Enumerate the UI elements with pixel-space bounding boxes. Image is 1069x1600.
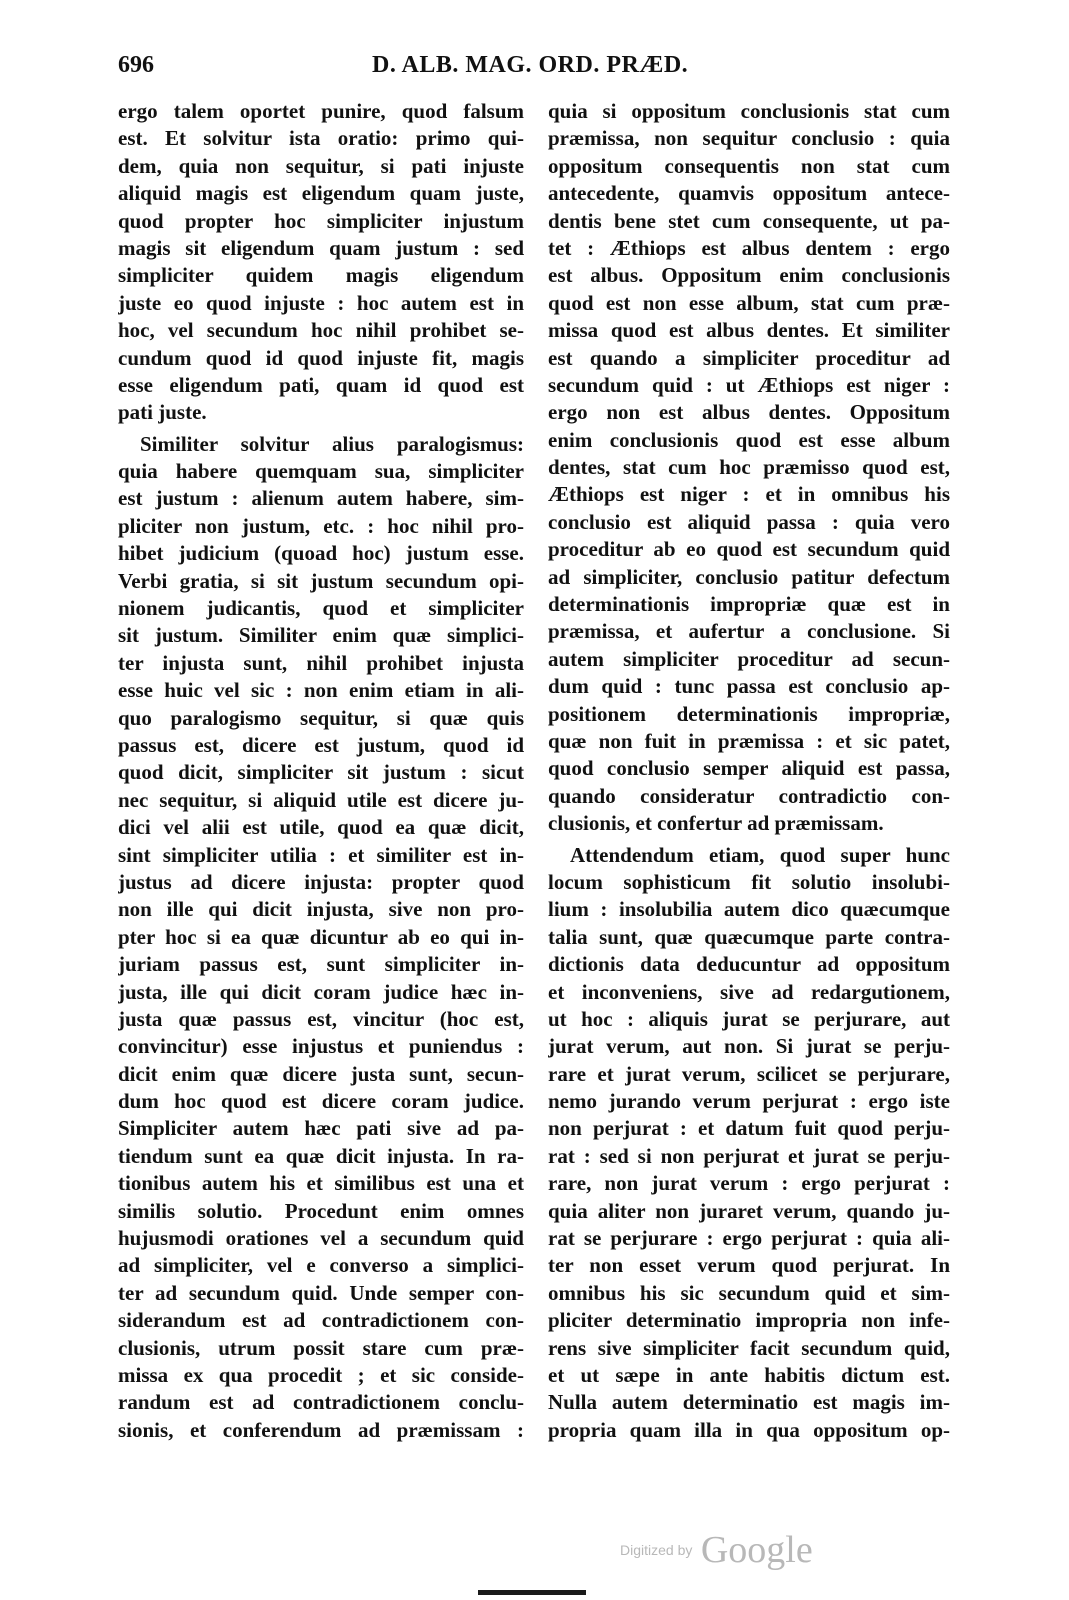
text-line: juriam passus est, sunt simpliciter in- xyxy=(118,952,524,977)
text-line: tionibus autem his et similibus est una et xyxy=(118,1171,524,1196)
text-line: hoc, vel secundum hoc nihil prohibet se- xyxy=(118,318,524,343)
text-line: rat : sed si non perjurat et jurat se perju- xyxy=(548,1143,950,1168)
text-line: quo paralogismo sequitur, si quæ quis xyxy=(118,705,524,730)
text-line: ter non esset verum quod perjurat. In xyxy=(548,1253,950,1278)
text-line: rens sive simpliciter facit secundum quid, xyxy=(548,1335,950,1360)
left-text-column xyxy=(118,98,524,1444)
text-line: secundum quid : ut Æthiops est niger : xyxy=(548,372,950,397)
text-line: pter hoc si ea quæ dicuntur ab eo qui in- xyxy=(118,924,524,949)
text-line: cundum quod id quod injuste fit, magis xyxy=(118,345,524,370)
text-line: justa quæ passus est, vincitur (hoc est, xyxy=(118,1006,524,1031)
text-line: ut hoc : aliquis jurat se perjurare, aut xyxy=(548,1006,950,1031)
text-line: tet : Æthiops est albus dentem : ergo xyxy=(548,235,950,260)
text-line: Attendendum etiam, quod super hunc xyxy=(570,842,950,867)
page-number: 696 xyxy=(118,52,154,78)
text-line: enim conclusionis quod est esse album xyxy=(548,427,950,452)
digitized-watermark xyxy=(620,1528,813,1572)
text-line: dici vel alii est utile, quod ea quæ dicit, xyxy=(118,815,524,840)
text-line: quod dicit, simpliciter sit justum : sicut xyxy=(118,760,524,785)
text-line: passus est, dicere est justum, quod id xyxy=(118,732,524,757)
text-line: dem, quia non sequitur, si pati injuste xyxy=(118,153,524,178)
bottom-rule xyxy=(478,1590,586,1595)
text-line: rare, non jurat verum : ergo perjurat : xyxy=(548,1171,950,1196)
text-line: Nulla autem determinatio est magis im- xyxy=(548,1390,950,1415)
text-line: quando consideratur contradictio con- xyxy=(548,783,950,808)
text-line: antecedente, quamvis oppositum antece- xyxy=(548,181,950,206)
text-line: tiendum sunt ea quæ dicit injusta. In ra- xyxy=(118,1143,524,1168)
text-line: ergo talem oportet punire, quod falsum xyxy=(118,99,524,123)
text-line: rare et jurat verum, scilicet se perjurare, xyxy=(548,1061,950,1086)
text-line: autem simpliciter proceditur ad secun- xyxy=(548,646,950,671)
text-line: quæ non fuit in præmissa : et sic patet, xyxy=(548,728,950,753)
text-line: Verbi gratia, si sit justum secundum opi- xyxy=(118,568,524,593)
text-line: est. Et solvitur ista oratio: primo qui- xyxy=(118,126,524,151)
text-line: præmissa, et aufertur a conclusione. Si xyxy=(548,619,950,644)
text-line: proceditur ab eo quod est secundum quid xyxy=(548,537,950,562)
text-line: dum quid : tunc passa est conclusio ap- xyxy=(548,674,950,699)
text-line: Æthiops est niger : et in omnibus his xyxy=(548,482,950,507)
text-line: simpliciter quidem magis eligendum xyxy=(118,263,524,288)
text-line: pliciter non justum, etc. : hoc nihil pro- xyxy=(118,513,524,538)
text-line: sit justum. Similiter enim quæ simplici- xyxy=(118,623,524,648)
text-line: est albus. Oppositum enim conclusionis xyxy=(548,263,950,288)
header-title: D. ALB. MAG. ORD. PRÆD. xyxy=(372,52,689,78)
text-line: non ille qui dicit injusta, sive non pro- xyxy=(118,897,524,922)
text-line: missa ex qua procedit ; et sic conside- xyxy=(118,1362,524,1387)
text-line: hujusmodi orationes vel a secundum quid xyxy=(118,1226,524,1251)
google-logo: Google xyxy=(700,1529,813,1571)
text-line: determinationis impropriæ quæ est in xyxy=(548,592,950,617)
text-line: clusionis, et confertur ad præmissam. xyxy=(548,811,884,836)
text-line: omnibus his sic secundum quid et sim- xyxy=(548,1280,950,1305)
text-line: hibet judicium (quoad hoc) justum esse. xyxy=(118,541,524,566)
text-line: missa quod est albus dentes. Et similiter xyxy=(548,318,950,343)
text-line: præmissa, non sequitur conclusio : quia xyxy=(548,126,950,151)
text-line: et inconveniens, sive ad redargutionem, xyxy=(548,979,950,1004)
text-line: sionis, et conferendum ad præmissam : xyxy=(118,1417,524,1442)
text-line: aliquid magis est eligendum quam juste, xyxy=(118,181,524,206)
text-line: dentis bene stet cum consequente, ut pa- xyxy=(548,208,950,233)
text-line: esse huic vel sic : non enim etiam in ali- xyxy=(118,678,524,703)
right-text-column xyxy=(548,98,950,1444)
text-line: justa, ille qui dicit coram judice hæc in- xyxy=(118,979,524,1004)
text-line: quod est non esse album, stat cum præ- xyxy=(548,290,950,315)
text-line: nec sequitur, si aliquid utile est dicere ju- xyxy=(118,787,524,812)
text-line: clusionis, utrum possit stare cum præ- xyxy=(118,1335,524,1360)
text-line: Similiter solvitur alius paralogismus: xyxy=(140,431,524,456)
text-line: est justum : alienum autem habere, sim- xyxy=(118,486,524,511)
text-line: juste eo quod injuste : hoc autem est in xyxy=(118,290,524,315)
text-line: ad simpliciter, vel e converso a simplici- xyxy=(118,1253,524,1278)
text-line: pati juste. xyxy=(118,400,207,425)
text-line: magis sit eligendum quam justum : sed xyxy=(118,235,524,260)
text-line: randum est ad contradictionem conclu- xyxy=(118,1390,524,1415)
text-line: esse eligendum pati, quam id quod est xyxy=(118,372,524,397)
text-line: Simpliciter autem hæc pati sive ad pa- xyxy=(118,1116,524,1141)
text-line: quia habere quemquam sua, simpliciter xyxy=(118,459,524,484)
text-line: sint simpliciter utilia : et similiter est in- xyxy=(118,842,524,867)
text-line: dum hoc quod est dicere coram judice. xyxy=(118,1089,524,1114)
text-line: quod conclusio semper aliquid est passa, xyxy=(548,756,950,781)
text-line: convincitur) esse injustus et puniendus : xyxy=(118,1034,524,1059)
watermark-prefix: Digitized by xyxy=(620,1542,693,1558)
text-line: siderandum est ad contradictionem con- xyxy=(118,1308,524,1333)
text-line: talia sunt, quæ quæcumque parte contra- xyxy=(548,924,950,949)
text-line: est quando a simpliciter proceditur ad xyxy=(548,345,950,370)
text-line: ter ad secundum quid. Unde semper con- xyxy=(118,1280,524,1305)
text-line: oppositum consequentis non stat cum xyxy=(548,153,950,178)
text-line: positionem determinationis impropriæ, xyxy=(548,701,950,726)
text-line: propria quam illa in qua oppositum op- xyxy=(548,1417,950,1442)
text-line: ergo non est albus dentes. Oppositum xyxy=(548,400,950,425)
text-line: locum sophisticum fit solutio insolubi- xyxy=(548,869,950,894)
text-line: dicit enim quæ dicere justa sunt, secun- xyxy=(118,1061,524,1086)
text-line: lium : insolubilia autem dico quæcumque xyxy=(548,897,950,922)
text-line: dictionis data deducuntur ad oppositum xyxy=(548,952,950,977)
text-line: conclusio est aliquid passa : quia vero xyxy=(548,509,950,534)
text-line: nemo jurando verum perjurat : ergo iste xyxy=(548,1089,950,1114)
text-line: quod propter hoc simpliciter injustum xyxy=(118,208,524,233)
text-line: justus ad dicere injusta: propter quod xyxy=(118,869,524,894)
text-line: quia si oppositum conclusionis stat cum xyxy=(548,99,950,123)
text-line: dentes, stat cum hoc præmisso quod est, xyxy=(548,455,950,480)
running-head xyxy=(118,52,958,92)
text-line: pliciter determinatio impropria non infe- xyxy=(548,1308,950,1333)
text-line: rat se perjurare : ergo perjurat : quia ali- xyxy=(548,1226,950,1251)
text-line: jurat verum, aut non. Si jurat se perju- xyxy=(548,1034,950,1059)
text-line: ter injusta sunt, nihil prohibet injusta xyxy=(118,650,524,675)
text-line: et ut sæpe in ante habitis dictum est. xyxy=(548,1362,950,1387)
text-line: quia aliter non juraret verum, quando ju- xyxy=(548,1198,950,1223)
text-line: similis solutio. Procedunt enim omnes xyxy=(118,1198,524,1223)
text-line: nionem judicantis, quod et simpliciter xyxy=(118,596,524,621)
text-line: non perjurat : et datum fuit quod perju- xyxy=(548,1116,950,1141)
text-line: ad simpliciter, conclusio patitur defectum xyxy=(548,564,950,589)
